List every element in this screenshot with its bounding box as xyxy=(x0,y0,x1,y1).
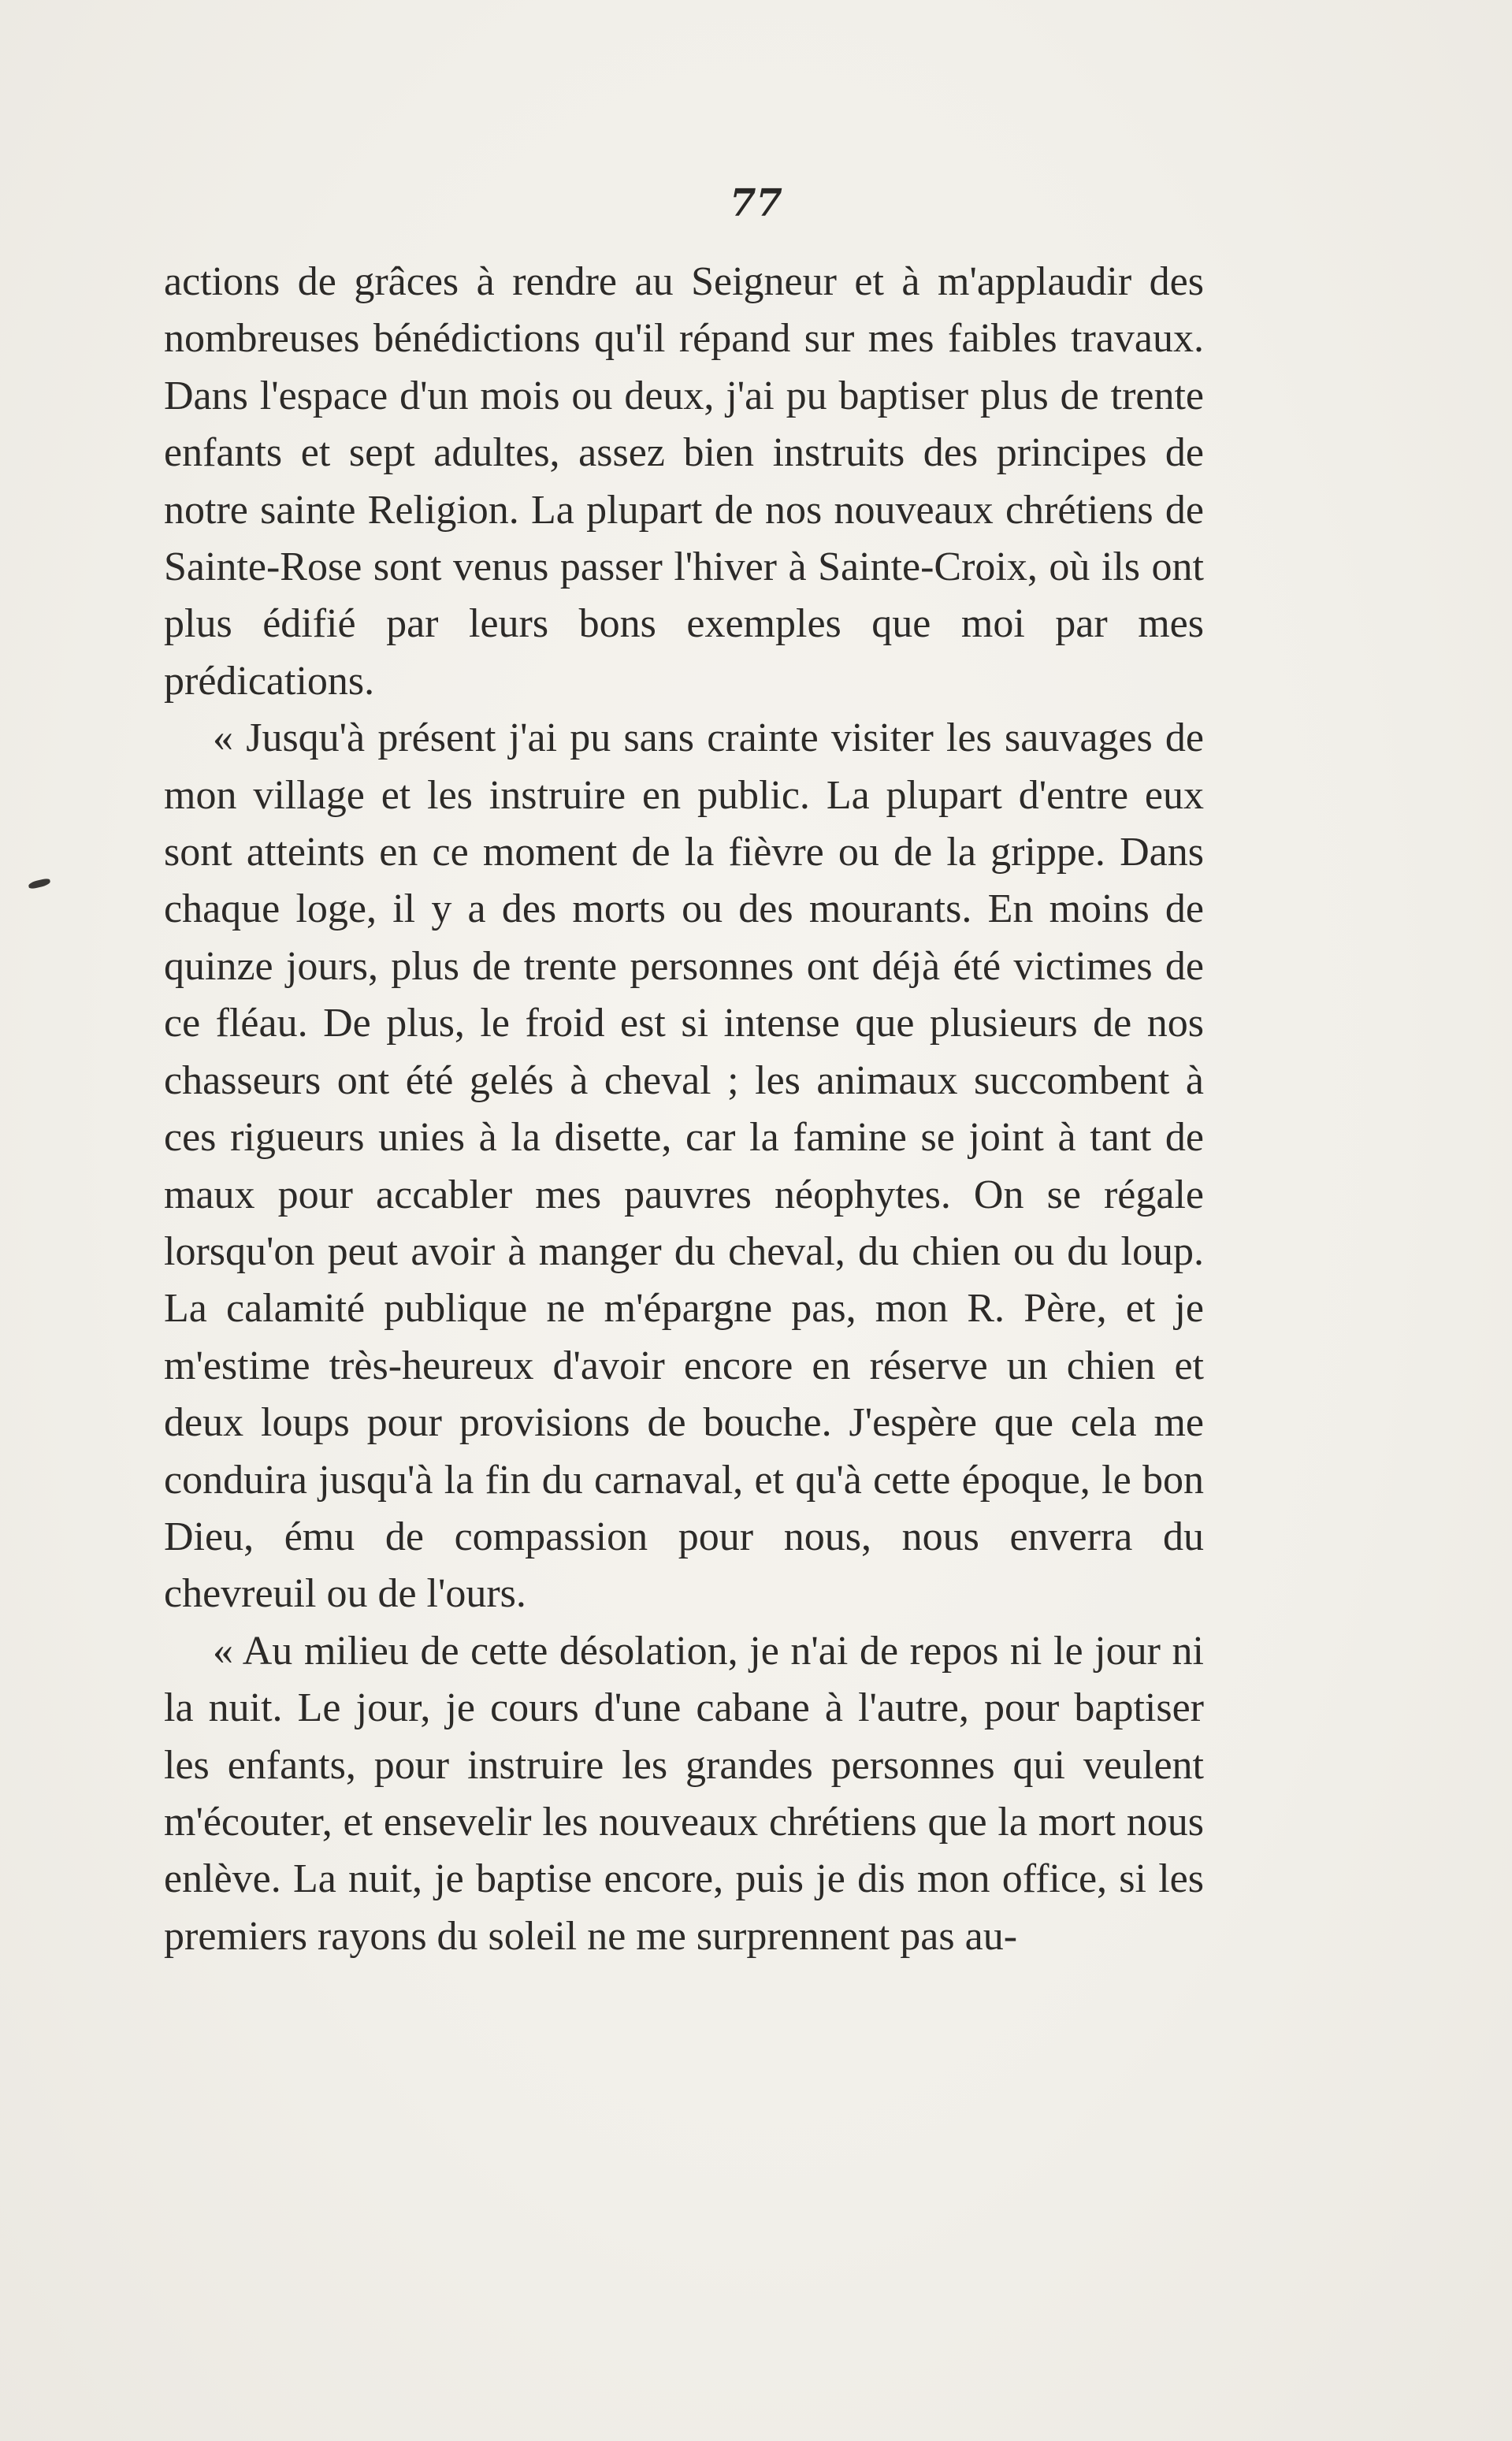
body-text xyxy=(164,254,1204,1965)
margin-ink-mark xyxy=(28,878,50,890)
paragraph-2: « Jusqu'à présent j'ai pu sans crainte visiter les sauvages de mon village et les instruire en public. La plupart d'entre eux sont atteints en ce moment de la fièvre ou de la grippe. Dans chaque loge, il y a des morts ou des mourants. En moins de quinze jours, plus de trente personnes ont déjà été victimes de ce fléau. De plus, le froid est si intense que plusieurs de nos chasseurs ont été gelés à cheval ; les animaux succombent à ces rigueurs unies à la disette, car la famine se joint à tant de maux pour accabler mes pauvres néophytes. On se régale lorsqu'on peut avoir à manger du cheval, du chien ou du loup. La calamité publique ne m'épargne pas, mon R. Père, et je m'estime très-heureux d'avoir encore en réserve un chien et deux loups pour provisions de bouche. J'espère que cela me conduira jusqu'à la fin du carnaval, et qu'à cette époque, le bon Dieu, ému de compassion pour nous, nous enverra du chevreuil ou de l'ours. xyxy=(164,715,1204,1617)
paragraph-3: « Au milieu de cette désolation, je n'ai de repos ni le jour ni la nuit. Le jour, je cours d'une cabane à l'autre, pour baptiser les enfants, pour instruire les grandes personnes qui veulent m'écouter, et ensevelir les nouveaux chrétiens que la mort nous enlève. La nuit, je baptise encore, puis je dis mon office, si les premiers rayons du soleil ne me surprennent pas au- xyxy=(164,1628,1204,1959)
page-number: 77 xyxy=(730,181,782,225)
paragraph-1: actions de grâces à rendre au Seigneur et à m'applaudir des nombreuses bénédictions qu'il répand sur mes faibles travaux. Dans l'espace d'un mois ou deux, j'ai pu baptiser plus de trente enfants et sept adultes, assez bien instruits des principes de notre sainte Religion. La plupart de nos nouveaux chrétiens de Sainte-Rose sont venus passer l'hiver à Sainte-Croix, où ils ont plus édifié par leurs bons exemples que moi par mes prédications. xyxy=(164,259,1204,704)
